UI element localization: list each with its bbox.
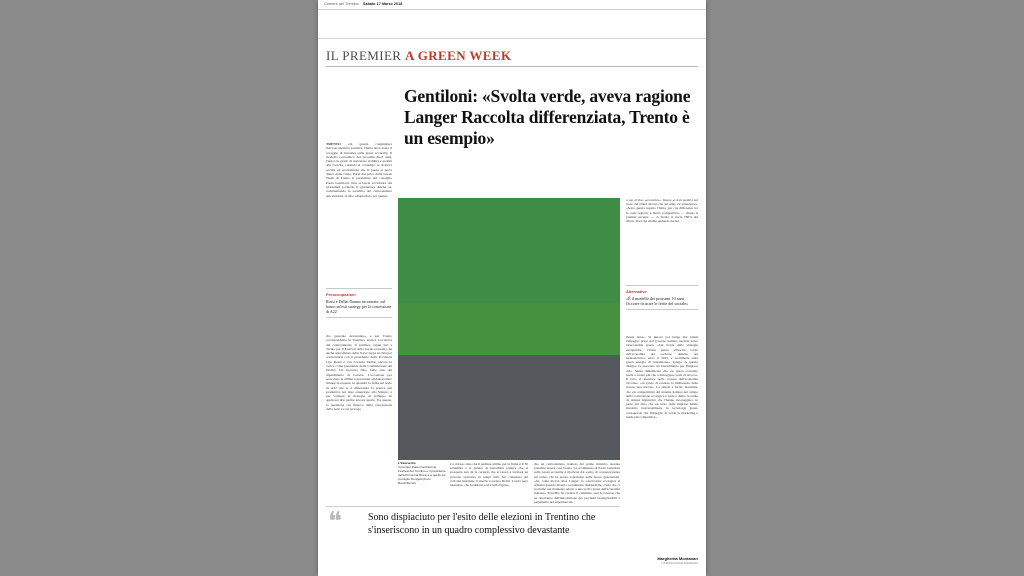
mid-column-text: è a ridosso dato che il termine ultimo per la firma è il 30 settembre e il quadro di instabilità politica che si prospetta non dà la certezza che si riesca a formare un governo operativo in tempi utili. Sul contenuto del colloqui mantiene il riserbo Lorenzo Dellai. Lascia però intendere, che Gentiloni «avrà bella figura», — [450, 462, 528, 488]
photo-caption — [398, 462, 446, 485]
sidebar-box-preoccupazioni — [326, 288, 392, 318]
masthead — [318, 2, 706, 6]
box-title-alternative: Alternative — [626, 289, 647, 294]
byline-copyright: © RIPRODUZIONE RISERVATA — [660, 562, 698, 565]
article-photo — [398, 198, 620, 460]
right-column-text-2: mente bene». Si muove poi lungo due binari l'impegno preso dal governo italiano uscente verso un'economia green. «Sul fronte delle strategie energetiche, l'Italia punta all'uscita totale dall'economia del carbone, almeno nel termoelettrico, entro il 2025, e scommette sulla green energia di transizione», spiega. A questo disegno va associato un investimento per l'impresa 4.0». Senza dimenticare che «la green economy tende a creare più che a distruggere posti di lavoro». Il tutto si inserisce nella cornice dell'economia circolare, «in grado di rendere la limitatezza delle risorse una risorsa». La sintesi è facile, insomma, che «la competitività del sistema italiano nel campo della conversione ecologica è reale e dietro la punte da misure legislative che l'hanno incoraggiata, in parte dal fatto che un terzo delle imprese hanno investito trasversalmente in tecnologie green, consapevoli che l'impegno di verde la marketing e rende più competitivi». — [626, 335, 698, 419]
left-column-body: «In questa congiuntura macroeconomica positiva, l'Italia deve avere il coraggio di investire sulla green economy. Il modello economico dei prossimi dieci anni, l'unico in grado di assicurare stabilità e qualità alla crescita, curando al contempo le cicatrici sociali ed economiche che il paese si porta dietro dalla crisi». Parla dal palco della Green Week di Trento il presidente del consiglio Paolo Gentiloni. Non si lascia avvicinare dai giornalisti («chiedo il giornata»). Anche se, commentando la sconfitta del centrosinistra alle elezioni, si dice «dispiaciuto per quanto — [326, 142, 392, 198]
section-kicker — [326, 48, 698, 64]
photo-background-upper — [398, 198, 620, 319]
right-column-text: a suo avviso «eccessiva». Invece «i dati positivi sul ruolo dei rifiuti dicono che sul tema c'è attenzione». «Sotto questo aspetto l'Italia, pur con differenze tra le varie regioni, è molto competitiva» — chiuso il premier uscente —. A Trento si riscia l'80% dei rifiuti, direi che stiamo andando decisa- — [626, 198, 698, 224]
box-title-preoccupazioni: Preoccupazioni — [326, 292, 356, 297]
article-byline — [626, 556, 698, 565]
article-headline: Gentiloni: «Svolta verde, aveva ragione Langer Raccolta differenziata, Trento è un esempio» — [404, 85, 691, 148]
sidebar-box-alternative — [626, 285, 698, 310]
pull-quote: Sono dispiaciuto per l'esito delle elezioni in Trentino che s'inseriscono in un quadro complessivo devastante — [368, 512, 596, 536]
quote-mark-icon: ❝ — [328, 507, 342, 536]
issue-date: Sabato 17 Marzo 2018 — [362, 2, 403, 6]
kicker-part-1: IL PREMIER — [326, 48, 406, 63]
photo-caption-text: Il premier Paolo Gentiloni al Festival del Trentino e il presidente della Provincia Rossi e a quello ed consiglio Dorigatti (Foto Rensi/Rensi) — [398, 464, 446, 485]
box-text-alternative: «È il modello dei prossimi 10 anni Occorre ricucire le ferite del sociale» — [626, 296, 689, 307]
kicker-part-2: A GREEN WEEK — [405, 48, 512, 63]
mid-column-text-2: che un centrosinistra trainato dal primo ministro uscente potrebbe essere cosa buona. La scommessa di Paolo Gentiloni sulla Green economy è motivata dal «salto di consapevolezza sul tema» che ha notato soprattutto nelle nuove generazioni. «Se, come diceva Alex Langer, la conversione ecologica si afferma quando diventa socialmente desiderabile, credo che ci troviamo nel momento adatto a una svolta green dell'economia italiana». Potrebbe far credere il cammino «per le oneroso che ne otterranno dall'introduzione dei sacchetti biodegradabili a pagamento nei supermercati, — [534, 462, 620, 504]
pull-quote-rule — [326, 506, 620, 507]
photo-background-mid — [398, 303, 620, 361]
left-column-text-2: dro generale devastante», e per Trento corrispondente in Trentino, storica roccaforte del centrosinistra. Il premier, ospite ieri a Trento per il Festival della Green economy, ha anche approfittato della breve tappa in città per confrontarsi con il presidente della Provincia Ugo Rossi e con Lorenzo Dellai, ancora in carica come presidente della Commissione dei Dodici. Un incontro fitto, nelle sale del dipartimento di Lettere. L'occasione per setacciare le ultime concessioni all'Autonomia: rimane in sospeso in quantità la firma sul nodo di A22 che si è dimostrata la pratica più produttiva nel dare attuazione allo Statuto; e per valutare le strategie di sviluppo da applicare alle partite ancora aperte. Tra queste, la questione sul rinnovo della concessione della A22, la cui proroga — [326, 334, 392, 412]
kicker-rule — [326, 66, 698, 67]
box-text-preoccupazioni: Rossi e Dellai l'hanno incontrato: sul banco un'exit strategy per la concessione di A22 — [326, 299, 392, 314]
newspaper-page — [318, 0, 706, 576]
photo-foreground — [398, 355, 620, 460]
photo-caption-label: L'intervento — [398, 461, 416, 465]
dateline: TRENTO — [326, 142, 341, 146]
page-top-band — [318, 10, 706, 39]
paper-name: Corriere del Trentino — [324, 2, 359, 6]
byline-name: Margherita Montanari — [657, 556, 698, 561]
left-column-text — [326, 142, 392, 198]
